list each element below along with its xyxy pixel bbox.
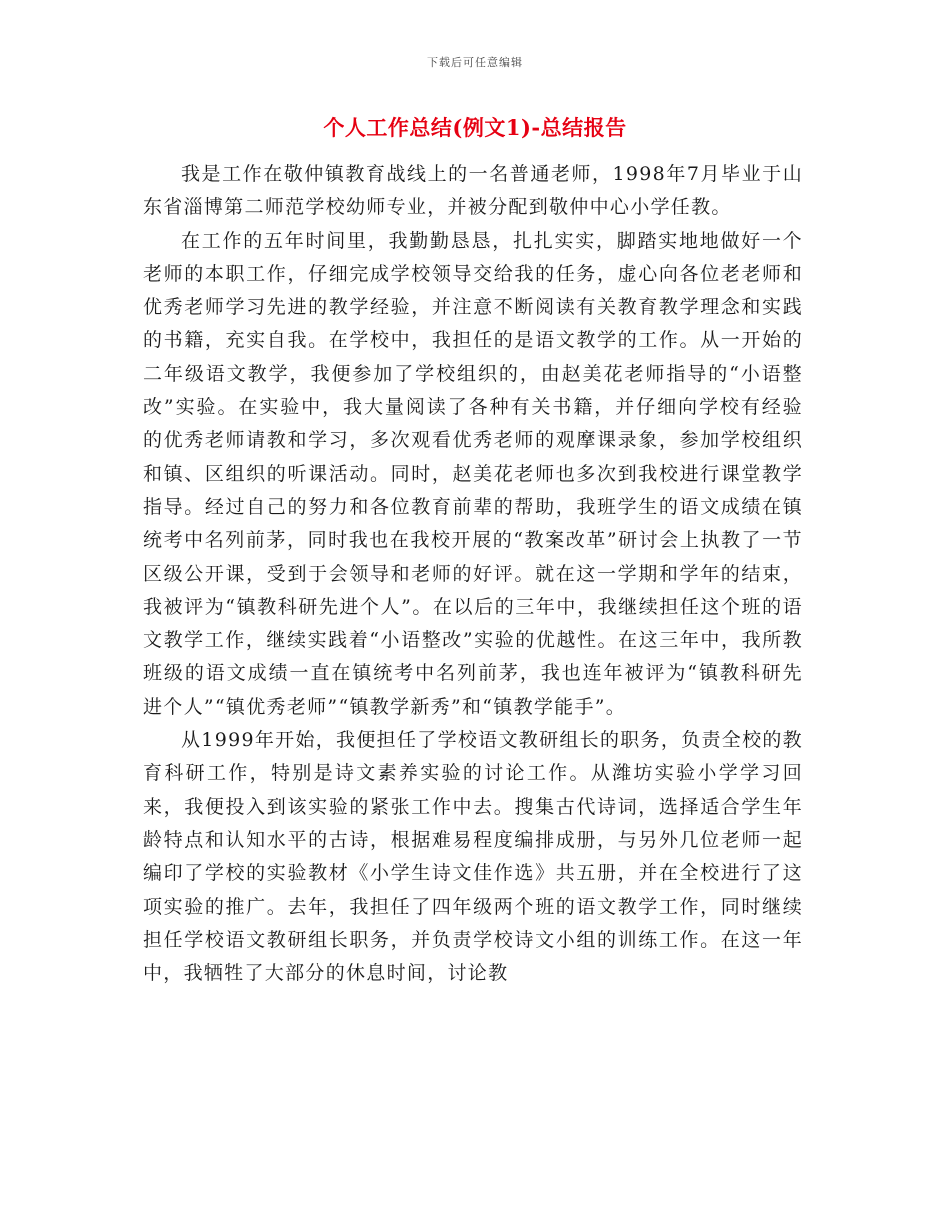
document-title: 个人工作总结(例文1)-总结报告 — [323, 115, 627, 140]
paragraph-2: 在工作的五年时间里，我勤勤恳恳，扎扎实实，脚踏实地地做好一个老师的本职工作，仔细完成学校领导交给我的任务，虚心向各位老老师和优秀老师学习先进的教学经验，并注意不断阅读有关教育教学理念和实践的书籍，充实自我。在学校中，我担任的是语文教学的工作。从一开始的二年级语文教学，我便参加了学校组织的，由赵美花老师指导的“小语整改”实验。在实验中，我大量阅读了各种有关书籍，并仔细向学校有经验的优秀老师请教和学习，多次观看优秀老师的观摩课录象，参加学校组织和镇、区组织的听课活动。同时，赵美花老师也多次到我校进行课堂教学指导。经过自己的努力和各位教育前辈的帮助，我班学生的语文成绩在镇统考中名列前茅，同时我也在我校开展的“教案改革”研讨会上执教了一节区级公开课，受到于会领导和老师的好评。就在这一学期和学年的结束，我被评为“镇教科研先进个人”。在以后的三年中，我继续担任这个班的语文教学工作，继续实践着“小语整改”实验的优越性。在这三年中，我所教班级的语文成绩一直在镇统考中名列前茅，我也连年被评为“镇教科研先进个人”“镇优秀老师”“镇教学新秀”和“镇教学能手”。 — [143, 229, 803, 718]
paragraph-1: 我是工作在敬仲镇教育战线上的一名普通老师，1998年7月毕业于山东省淄博第二师范学校幼师专业，并被分配到敬仲中心小学任教。 — [143, 163, 803, 219]
header-note: 下载后可任意编辑 — [427, 56, 523, 69]
paragraph-3: 从1999年开始，我便担任了学校语文教研组长的职务，负责全校的教育科研工作，特别是诗文素养实验的讨论工作。从潍坊实验小学学习回来，我便投入到该实验的紧张工作中去。搜集古代诗词，选择适合学生年龄特点和认知水平的古诗，根据难易程度编排成册，与另外几位老师一起编印了学校的实验教材《小学生诗文佳作选》共五册，并在全校进行了这项实验的推广。去年，我担任了四年级两个班的语文教学工作，同时继续担任学校语文教研组长职务，并负责学校诗文小组的训练工作。在这一年中，我牺牲了大部分的休息时间，讨论教 — [143, 729, 803, 985]
document-body — [143, 158, 803, 990]
